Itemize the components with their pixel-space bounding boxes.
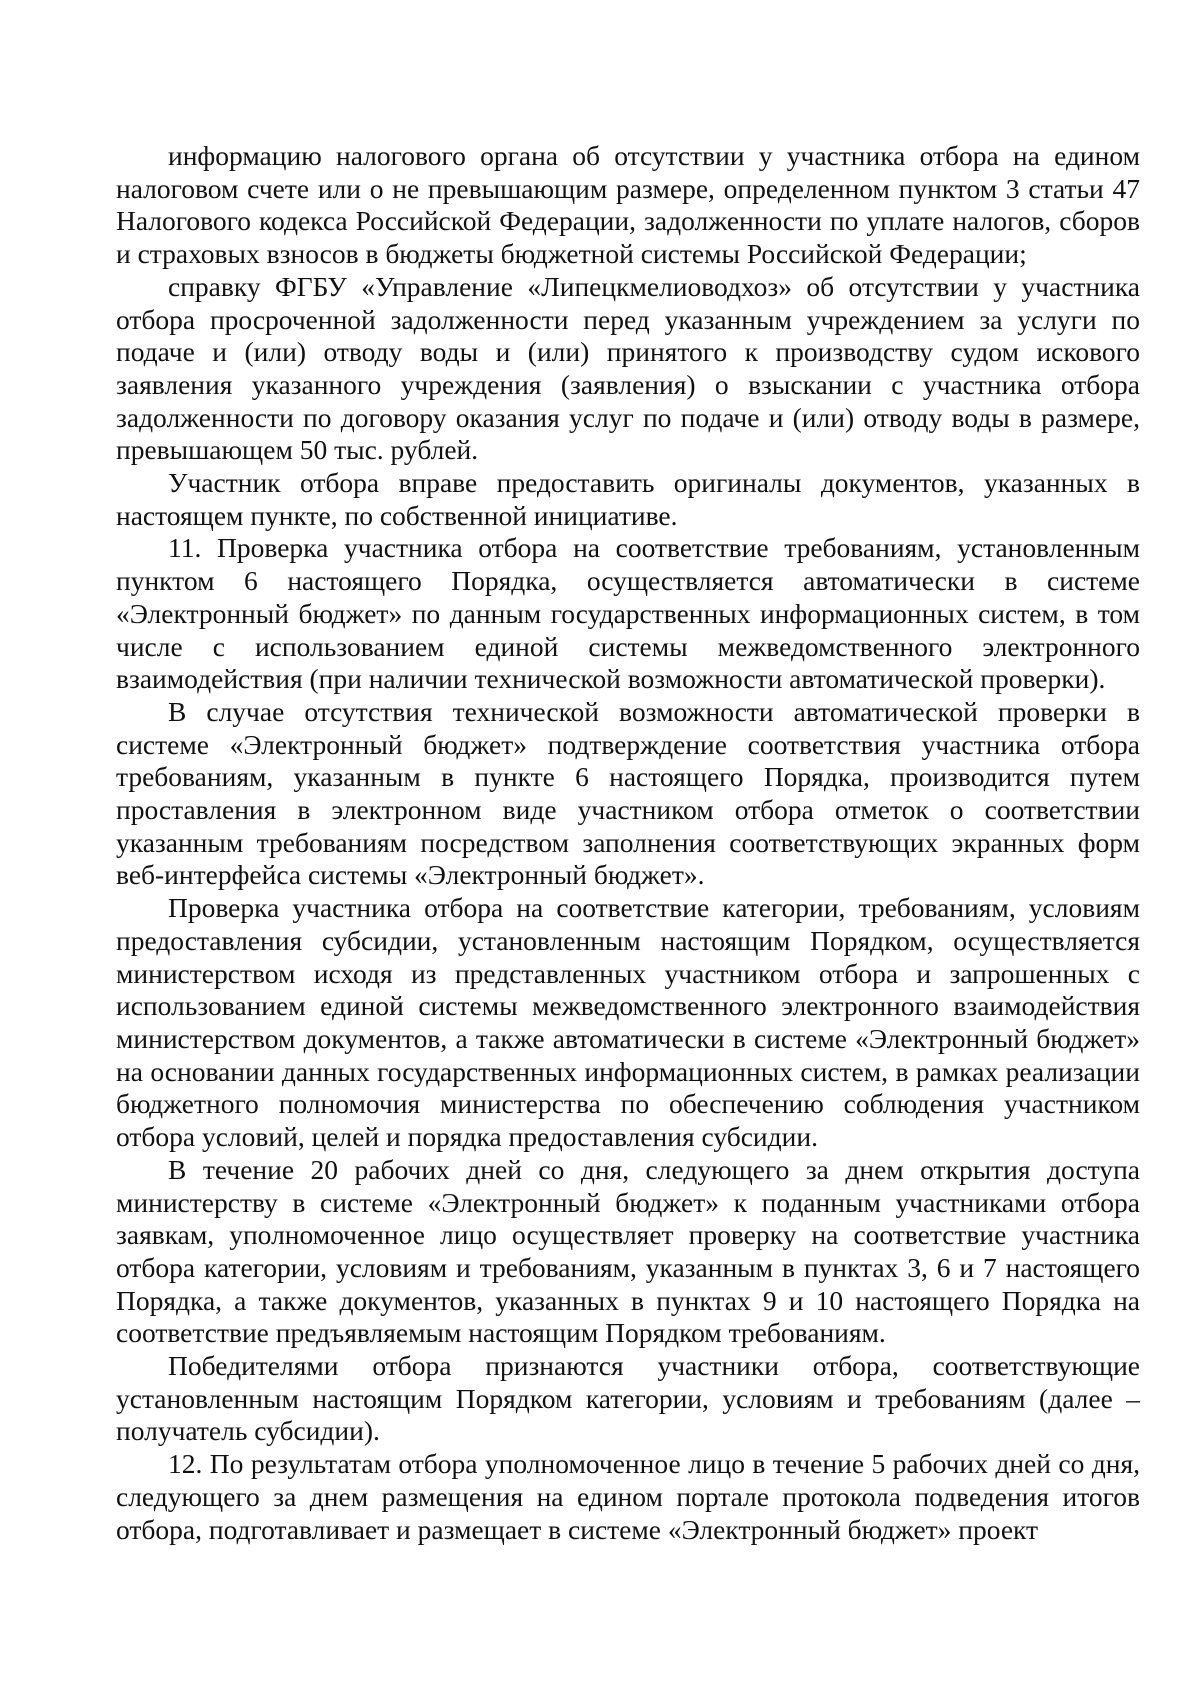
paragraph-winners: Победителями отбора признаются участники отбора, соответствующие установленным настоящим Порядком категории, условиям и требованиям (далее – получатель субсидии). <box>116 1350 1140 1447</box>
paragraph-clause-12: 12. По результатам отбора уполномоченное лицо в течение 5 рабочих дней со дня, следующего за днем размещения на едином портале протокола подведения итогов отбора, подготавливает и размещает в системе «Электронный бюджет» проект <box>116 1448 1140 1545</box>
paragraph-water-certificate: справку ФГБУ «Управление «Липецкмелиоводхоз» об отсутствии у участника отбора просроченной задолженности перед указанным учреждением за услуги по подаче и (или) отводу воды и (или) принятого к производству судом искового заявления указанного учреждения (заявления) о взыскании с участника отбора задолженности по договору оказания услуг по подаче и (или) отводу воды в размере, превышающем 50 тыс. рублей. <box>116 270 1140 466</box>
paragraph-manual-check: В случае отсутствия технической возможности автоматической проверки в системе «Электронный бюджет» подтверждение соответствия участника отбора требованиям, указанным в пункте 6 настоящего Порядка, производится путем проставления в электронном виде участником отбора отметок о соответствии указанным требованиям посредством заполнения соответствующих экранных форм веб-интерфейса системы «Электронный бюджет». <box>116 695 1140 891</box>
paragraph-tax-info: информацию налогового органа об отсутствии у участника отбора на едином налоговом счете или о не превышающим размере, определенном пунктом 3 статьи 47 Налогового кодекса Российской Федерации, задолженности по уплате налогов, сборов и страховых взносов в бюджеты бюджетной системы Российской Федерации; <box>116 140 1140 270</box>
document-page <box>116 140 1140 1546</box>
paragraph-originals: Участник отбора вправе предоставить оригиналы документов, указанных в настоящем пункте, по собственной инициативе. <box>116 467 1140 531</box>
paragraph-clause-11: 11. Проверка участника отбора на соответствие требованиям, установленным пунктом 6 настоящего Порядка, осуществляется автоматически в системе «Электронный бюджет» по данным государственных информационных систем, в том числе с использованием единой системы межведомственного электронного взаимодействия (при наличии технической возможности автоматической проверки). <box>116 532 1140 695</box>
paragraph-20-days: В течение 20 рабочих дней со дня, следующего за днем открытия доступа министерству в системе «Электронный бюджет» к поданным участниками отбора заявкам, уполномоченное лицо осуществляет проверку на соответствие участника отбора категории, условиям и требованиям, указанным в пунктах 3, 6 и 7 настоящего Порядка, а также документов, указанных в пунктах 9 и 10 настоящего Порядка на соответствие предъявляемым настоящим Порядком требованиям. <box>116 1153 1140 1349</box>
paragraph-ministry-check: Проверка участника отбора на соответствие категории, требованиям, условиям предоставления субсидии, установленным настоящим Порядком, осуществляется министерством исходя из представленных участником отбора и запрошенных с использованием единой системы межведомственного электронного взаимодействия министерством документов, а также автоматически в системе «Электронный бюджет» на основании данных государственных информационных систем, в рамках реализации бюджетного полномочия министерства по обеспечению соблюдения участником отбора условий, целей и порядка предоставления субсидии. <box>116 892 1140 1153</box>
